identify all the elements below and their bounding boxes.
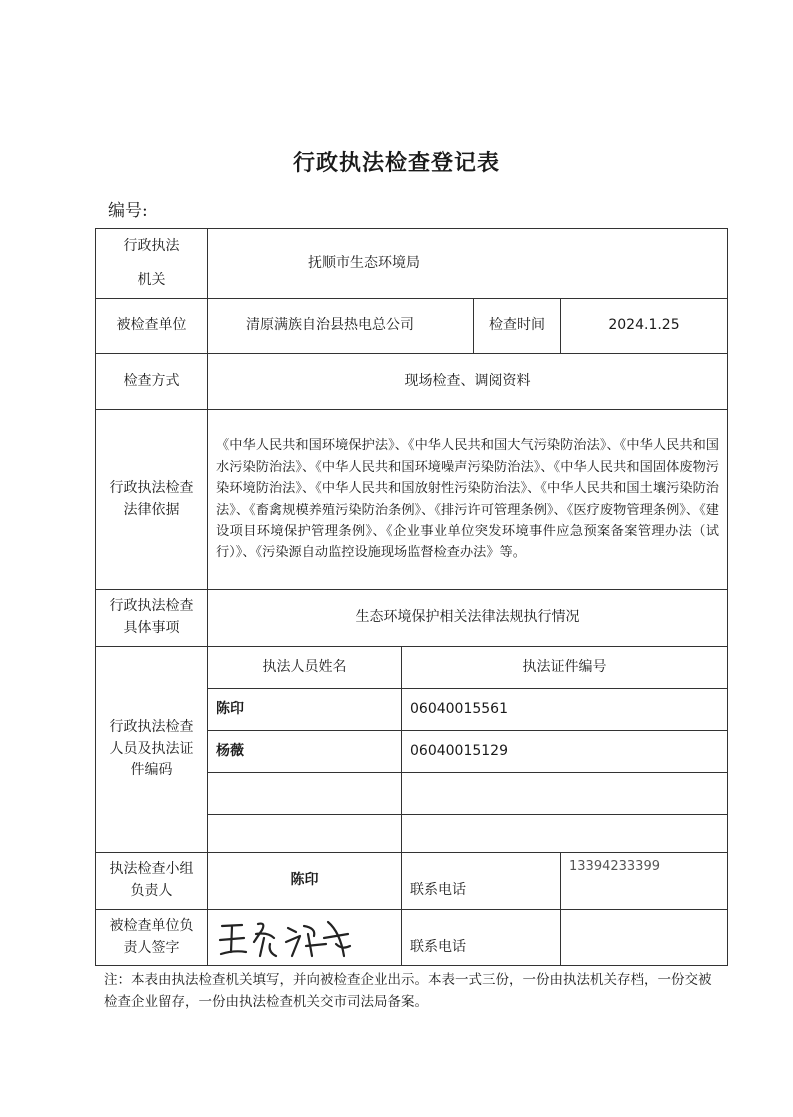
- method-label: 检查方式: [96, 354, 208, 410]
- personnel-label: 行政执法检查人员及执法证件编码: [96, 647, 208, 853]
- personnel-cert: 06040015561: [402, 689, 728, 731]
- doc-number-label: 编号:: [108, 201, 148, 221]
- row-personnel-header: [96, 647, 728, 689]
- row-inspected: [96, 299, 728, 354]
- personnel-name: [208, 815, 402, 853]
- personnel-header-cert: 执法证件编号: [402, 647, 728, 689]
- row-basis: [96, 410, 728, 590]
- matters-value: 生态环境保护相关法律法规执行情况: [208, 590, 728, 647]
- inspected-value: 清原满族自治县热电总公司: [208, 299, 474, 354]
- handwritten-signature: [216, 916, 356, 960]
- time-label: 检查时间: [474, 299, 561, 354]
- signature-cell: [208, 910, 402, 966]
- time-value: 2024.1.25: [561, 299, 728, 354]
- basis-label: 行政执法检查法律依据: [96, 410, 208, 590]
- basis-value: 《中华人民共和国环境保护法》、《中华人民共和国大气污染防治法》、《中华人民共和国水污染防治法》、《中华人民共和国环境噪声污染防治法》、《中华人民共和国固体废物污染环境防治法》、《中华人民共和国放射性污染防治法》、《中华人民共和国土壤污染防治法》、《畜禽规模养殖污染防治条例》、《排污许可管理条例》、《医疗废物管理条例》、《建设项目环境保护管理条例》、《企业事业单位突发环境事件应急预案备案管理办法（试行）》、《污染源自动监控设施现场监督检查办法》等。: [208, 410, 728, 590]
- contact-label: 联系电话: [402, 853, 561, 910]
- agency-label-line1: 行政执法: [123, 237, 180, 254]
- contact-value: 13394233399: [561, 853, 728, 910]
- personnel-name: [208, 773, 402, 815]
- agency-value: 抚顺市生态环境局: [208, 229, 728, 299]
- personnel-cert: [402, 773, 728, 815]
- personnel-name: 杨薇: [208, 731, 402, 773]
- personnel-header-name: 执法人员姓名: [208, 647, 402, 689]
- personnel-cert: [402, 815, 728, 853]
- agency-label-cell: [96, 229, 208, 299]
- personnel-cert: 06040015129: [402, 731, 728, 773]
- inspection-form-table: [95, 228, 728, 966]
- contact2-value: [561, 910, 728, 966]
- inspected-label: 被检查单位: [96, 299, 208, 354]
- row-signer: [96, 910, 728, 966]
- personnel-name: 陈印: [208, 689, 402, 731]
- leader-value: 陈印: [208, 853, 402, 910]
- footnote: 注：本表由执法检查机关填写，并向被检查企业出示。本表一式三份，一份由执法机关存档，一份交被检查企业留存，一份由执法检查机关交市司法局备案。: [104, 972, 712, 1011]
- method-value: 现场检查、调阅资料: [208, 354, 728, 410]
- leader-label: 执法检查小组负责人: [96, 853, 208, 910]
- row-matters: [96, 590, 728, 647]
- agency-label-line2: 机关: [137, 271, 166, 288]
- row-method: [96, 354, 728, 410]
- signer-label: 被检查单位负责人签字: [96, 910, 208, 966]
- page-title: 行政执法检查登记表: [292, 150, 500, 176]
- row-leader: [96, 853, 728, 910]
- contact2-label: 联系电话: [402, 910, 561, 966]
- matters-label: 行政执法检查具体事项: [96, 590, 208, 647]
- row-agency: [96, 229, 728, 299]
